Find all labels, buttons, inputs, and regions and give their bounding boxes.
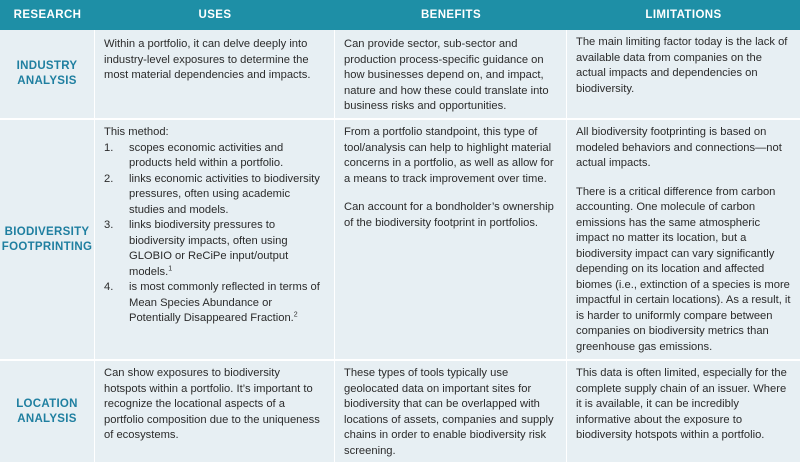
list-item-body: links economic activities to biodiversity pressures, often using academic studies and models. [129, 172, 320, 216]
footprinting-uses-cell [95, 118, 335, 359]
list-item-text [129, 218, 325, 280]
row-label-industry-analysis [0, 30, 95, 118]
list-item [104, 280, 325, 327]
footprinting-benefits-cell [335, 118, 567, 359]
list-item [104, 172, 325, 219]
list-item-body: scopes economic activities and products held within a portfolio. [129, 141, 284, 169]
header-uses: USES [95, 0, 335, 30]
row-label-line: LOCATION [16, 397, 78, 410]
row-label-biodiversity-footprinting [0, 118, 95, 359]
footnote-ref: 1 [168, 264, 173, 272]
header-limitations: LIMITATIONS [567, 0, 800, 30]
cell-text: Can account for a bondholder’s ownership of the biodiversity footprint in portfolios. [344, 201, 554, 229]
location-benefits-cell [335, 359, 567, 462]
list-item [104, 218, 325, 280]
list-item-text [129, 280, 325, 327]
industry-uses-cell [95, 30, 335, 118]
list-item-number: 4. [104, 281, 114, 293]
row-label-line: BIODIVERSITY [4, 225, 90, 238]
list-item-number: 1. [104, 141, 114, 154]
list-item-text [129, 172, 325, 219]
cell-text: All biodiversity footprinting is based on modeled behaviors and connections—not actual impacts. [576, 126, 782, 169]
list-item [104, 141, 325, 172]
row-label-line: FOOTPRINTING [1, 240, 93, 253]
list-item-number: 2. [104, 172, 114, 185]
cell-text: Can show exposures to biodiversity hotspots within a portfolio. It’s important to recognize the locational aspects of a portfolio composition due to the uniqueness of ecosystems. [104, 367, 320, 441]
cell-text: This data is often limited, especially for the complete supply chain of an issuer. Where it is available, it can be incredibly informative about the exposure to biodiversity hotspots within a portfolio. [576, 367, 787, 441]
footnote-ref: 2 [293, 311, 298, 319]
row-label-line: ANALYSIS [17, 75, 77, 87]
cell-text: Within a portfolio, it can delve deeply into industry-level exposures to determine the most material dependencies and impacts. [104, 38, 311, 81]
cell-text: There is a critical difference from carbon accounting. One molecule of carbon emissions has the same atmospheric impact no matter its location, but a biodiversity impact can vary significantly depending on its location and affected biomes (i.e., extinction of a species is more impactful in certain locations). As a result, it is harder to uniformly compare between companies on biodiversity metrics than greenhouse gas emissions. [576, 185, 791, 353]
industry-benefits-cell [335, 30, 567, 118]
header-benefits: BENEFITS [335, 0, 567, 30]
header-research: RESEARCH [0, 0, 95, 30]
row-label-line: ANALYSIS [17, 412, 77, 425]
cell-text: Can provide sector, sub-sector and production process-specific guidance on how businesses depend on, and impact, nature and how these could translate into business risks and opportunities. [344, 38, 549, 112]
cell-text: The main limiting factor today is the lack of available data from companies on the actual impacts and dependencies on biodiversity. [576, 36, 788, 95]
list-item-body: is most commonly reflected in terms of Mean Species Abundance or Potentially Disappeared Fraction. [129, 281, 320, 324]
row-label-line: INDUSTRY [16, 60, 78, 72]
row-label-location-analysis [0, 359, 95, 462]
method-steps-list [104, 141, 325, 327]
list-item-body: links biodiversity pressures to biodiversity impacts, often using GLOBIO or ReCiPe input/output models. [129, 219, 289, 278]
cell-text: From a portfolio standpoint, this type of tool/analysis can help to highlight material concerns in a portfolio, as well as allow for a means to track improvement over time. [344, 126, 554, 185]
list-item-number: 3. [104, 219, 114, 231]
cell-text: These types of tools typically use geolocated data on important sites for biodiversity that can be overlapped with locations of assets, companies and supply chains in order to enable biodiversity risk screening. [344, 367, 554, 457]
industry-limitations-cell [567, 30, 800, 118]
location-limitations-cell [567, 359, 800, 462]
method-intro: This method: [104, 126, 169, 138]
list-item-text [129, 141, 325, 172]
location-uses-cell [95, 359, 335, 462]
footprinting-limitations-cell [567, 118, 800, 359]
